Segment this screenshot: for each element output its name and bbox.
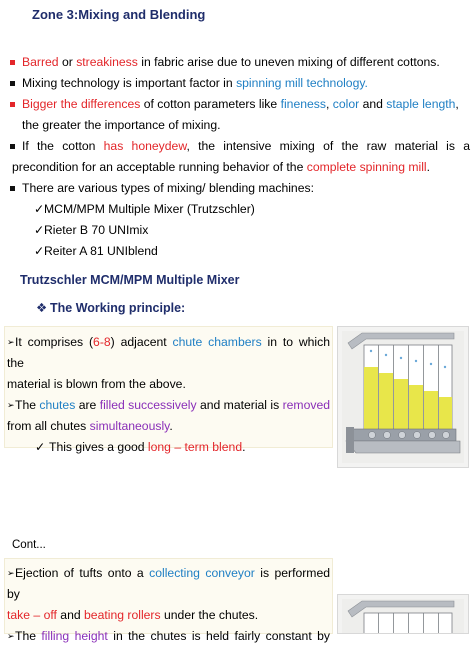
text: Mixing technology is important factor in: [22, 76, 237, 90]
text-staple-length: staple length: [386, 97, 456, 111]
text-beating-rollers: beating rollers: [84, 608, 161, 622]
machine-item: [8, 241, 470, 262]
text: material is blown from the above.: [7, 377, 186, 391]
subsection-heading: [36, 300, 185, 315]
red-square-bullet-icon: [10, 60, 15, 65]
text-simultaneously: simultaneously: [89, 419, 170, 433]
bullet-mixing-technology: [8, 73, 470, 94]
box-line: [7, 626, 332, 647]
bullet-list: [8, 52, 470, 262]
text-filling-height: filling height: [41, 629, 108, 643]
text: The: [15, 629, 42, 643]
box-line: [7, 416, 332, 437]
text: or: [58, 55, 77, 69]
arrow-bullet-icon: ➢: [7, 400, 15, 410]
text-color: color: [332, 97, 360, 111]
machine-label: Reiter A 81 UNIblend: [44, 244, 158, 258]
text: and material is: [196, 398, 283, 412]
bullet-machine-types: [8, 178, 470, 199]
multiple-mixer-figure-partial: [337, 594, 469, 634]
text: Ejection of tufts onto a: [15, 566, 150, 580]
text-spinning-mill-technology: spinning mill technology.: [236, 76, 368, 90]
bullet-honeydew: [8, 136, 470, 157]
text: ,: [325, 97, 333, 111]
bullet-barred: [8, 52, 470, 73]
check-icon: ✓: [34, 223, 45, 237]
square-bullet-icon: [10, 186, 15, 191]
machine-item: [8, 199, 470, 220]
diamond-bullet-icon: ❖: [36, 301, 48, 315]
arrow-bullet-icon: ➢: [7, 337, 15, 347]
multiple-mixer-figure: [337, 326, 469, 468]
text: and: [56, 608, 85, 622]
text: and: [359, 97, 387, 111]
machine-label: MCM/MPM Multiple Mixer (Trutzschler): [44, 202, 255, 216]
text: under the chutes.: [160, 608, 259, 622]
arrow-bullet-icon: ➢: [7, 568, 15, 578]
working-principle-box: [4, 326, 333, 454]
check-icon: ✓: [35, 440, 46, 454]
bullet-bigger-differences: [8, 94, 470, 115]
text: precondition for an acceptable running behavior of the: [12, 160, 307, 174]
continued-label: Cont...: [12, 539, 46, 551]
text-streakiness: streakiness: [76, 55, 138, 69]
text: is performed by: [7, 566, 331, 601]
text: ,: [455, 97, 459, 111]
text: .: [169, 419, 173, 433]
section-heading: Trutzschler MCM/MPM Multiple Mixer: [20, 273, 240, 287]
page-title: Zone 3:Mixing and Blending: [32, 7, 206, 22]
red-square-bullet-icon: [10, 102, 15, 107]
text-chute-chambers: chute chambers: [172, 335, 262, 349]
text: the greater the importance of mixing.: [22, 118, 221, 132]
square-bullet-icon: [10, 144, 15, 149]
box-line: [7, 374, 332, 395]
text: are: [75, 398, 100, 412]
text: There are various types of mixing/ blending machines:: [22, 181, 314, 195]
text-chutes: chutes: [39, 398, 76, 412]
text-barred: Barred: [22, 55, 59, 69]
bullet-continuation: [8, 115, 470, 136]
mixer-diagram-icon: [338, 327, 468, 467]
text-filled-successively: filled successively: [99, 398, 197, 412]
box-line: [7, 605, 332, 626]
bullet-continuation: [8, 157, 470, 178]
subsection-heading-text: The Working principle:: [50, 301, 186, 315]
text: The: [15, 398, 40, 412]
check-icon: ✓: [34, 244, 45, 258]
text-has-honeydew: has honeydew: [103, 139, 187, 153]
text: in fabric arise due to uneven mixing of different cottons.: [137, 55, 440, 69]
text-collecting-conveyor: collecting conveyor: [149, 566, 255, 580]
text-long-term-blend: long – term blend: [147, 440, 243, 454]
text: in the chutes is held fairly constant by: [107, 629, 330, 643]
text: If the cotton: [22, 139, 104, 153]
text: in to which the: [7, 335, 330, 370]
text: .: [426, 160, 431, 174]
arrow-bullet-icon: ➢: [7, 631, 15, 641]
box-line: [7, 395, 332, 416]
ejection-box: [4, 558, 333, 643]
box-line: [7, 332, 332, 374]
machine-label: Rieter B 70 UNImix: [44, 223, 149, 237]
text: , the intensive mixing of the raw material is a: [186, 139, 470, 153]
text: .: [242, 440, 246, 454]
box-line: [7, 437, 332, 458]
text: of cotton parameters like: [140, 97, 281, 111]
text: from all chutes: [7, 419, 90, 433]
text: ) adjacent: [110, 335, 173, 349]
text-take-off: take – off: [7, 608, 57, 622]
text-6-8: 6-8: [93, 335, 111, 349]
text-bigger-differences: Bigger the differences: [22, 97, 141, 111]
text-complete-spinning-mill: complete spinning mill: [306, 160, 427, 174]
text-removed: removed: [282, 398, 331, 412]
mixer-diagram-icon: [338, 595, 468, 633]
square-bullet-icon: [10, 81, 15, 86]
machine-item: [8, 220, 470, 241]
box-line: [7, 563, 332, 605]
text: This gives a good: [49, 440, 148, 454]
text: It comprises (: [15, 335, 94, 349]
check-icon: ✓: [34, 202, 45, 216]
text-fineness: fineness: [280, 97, 326, 111]
